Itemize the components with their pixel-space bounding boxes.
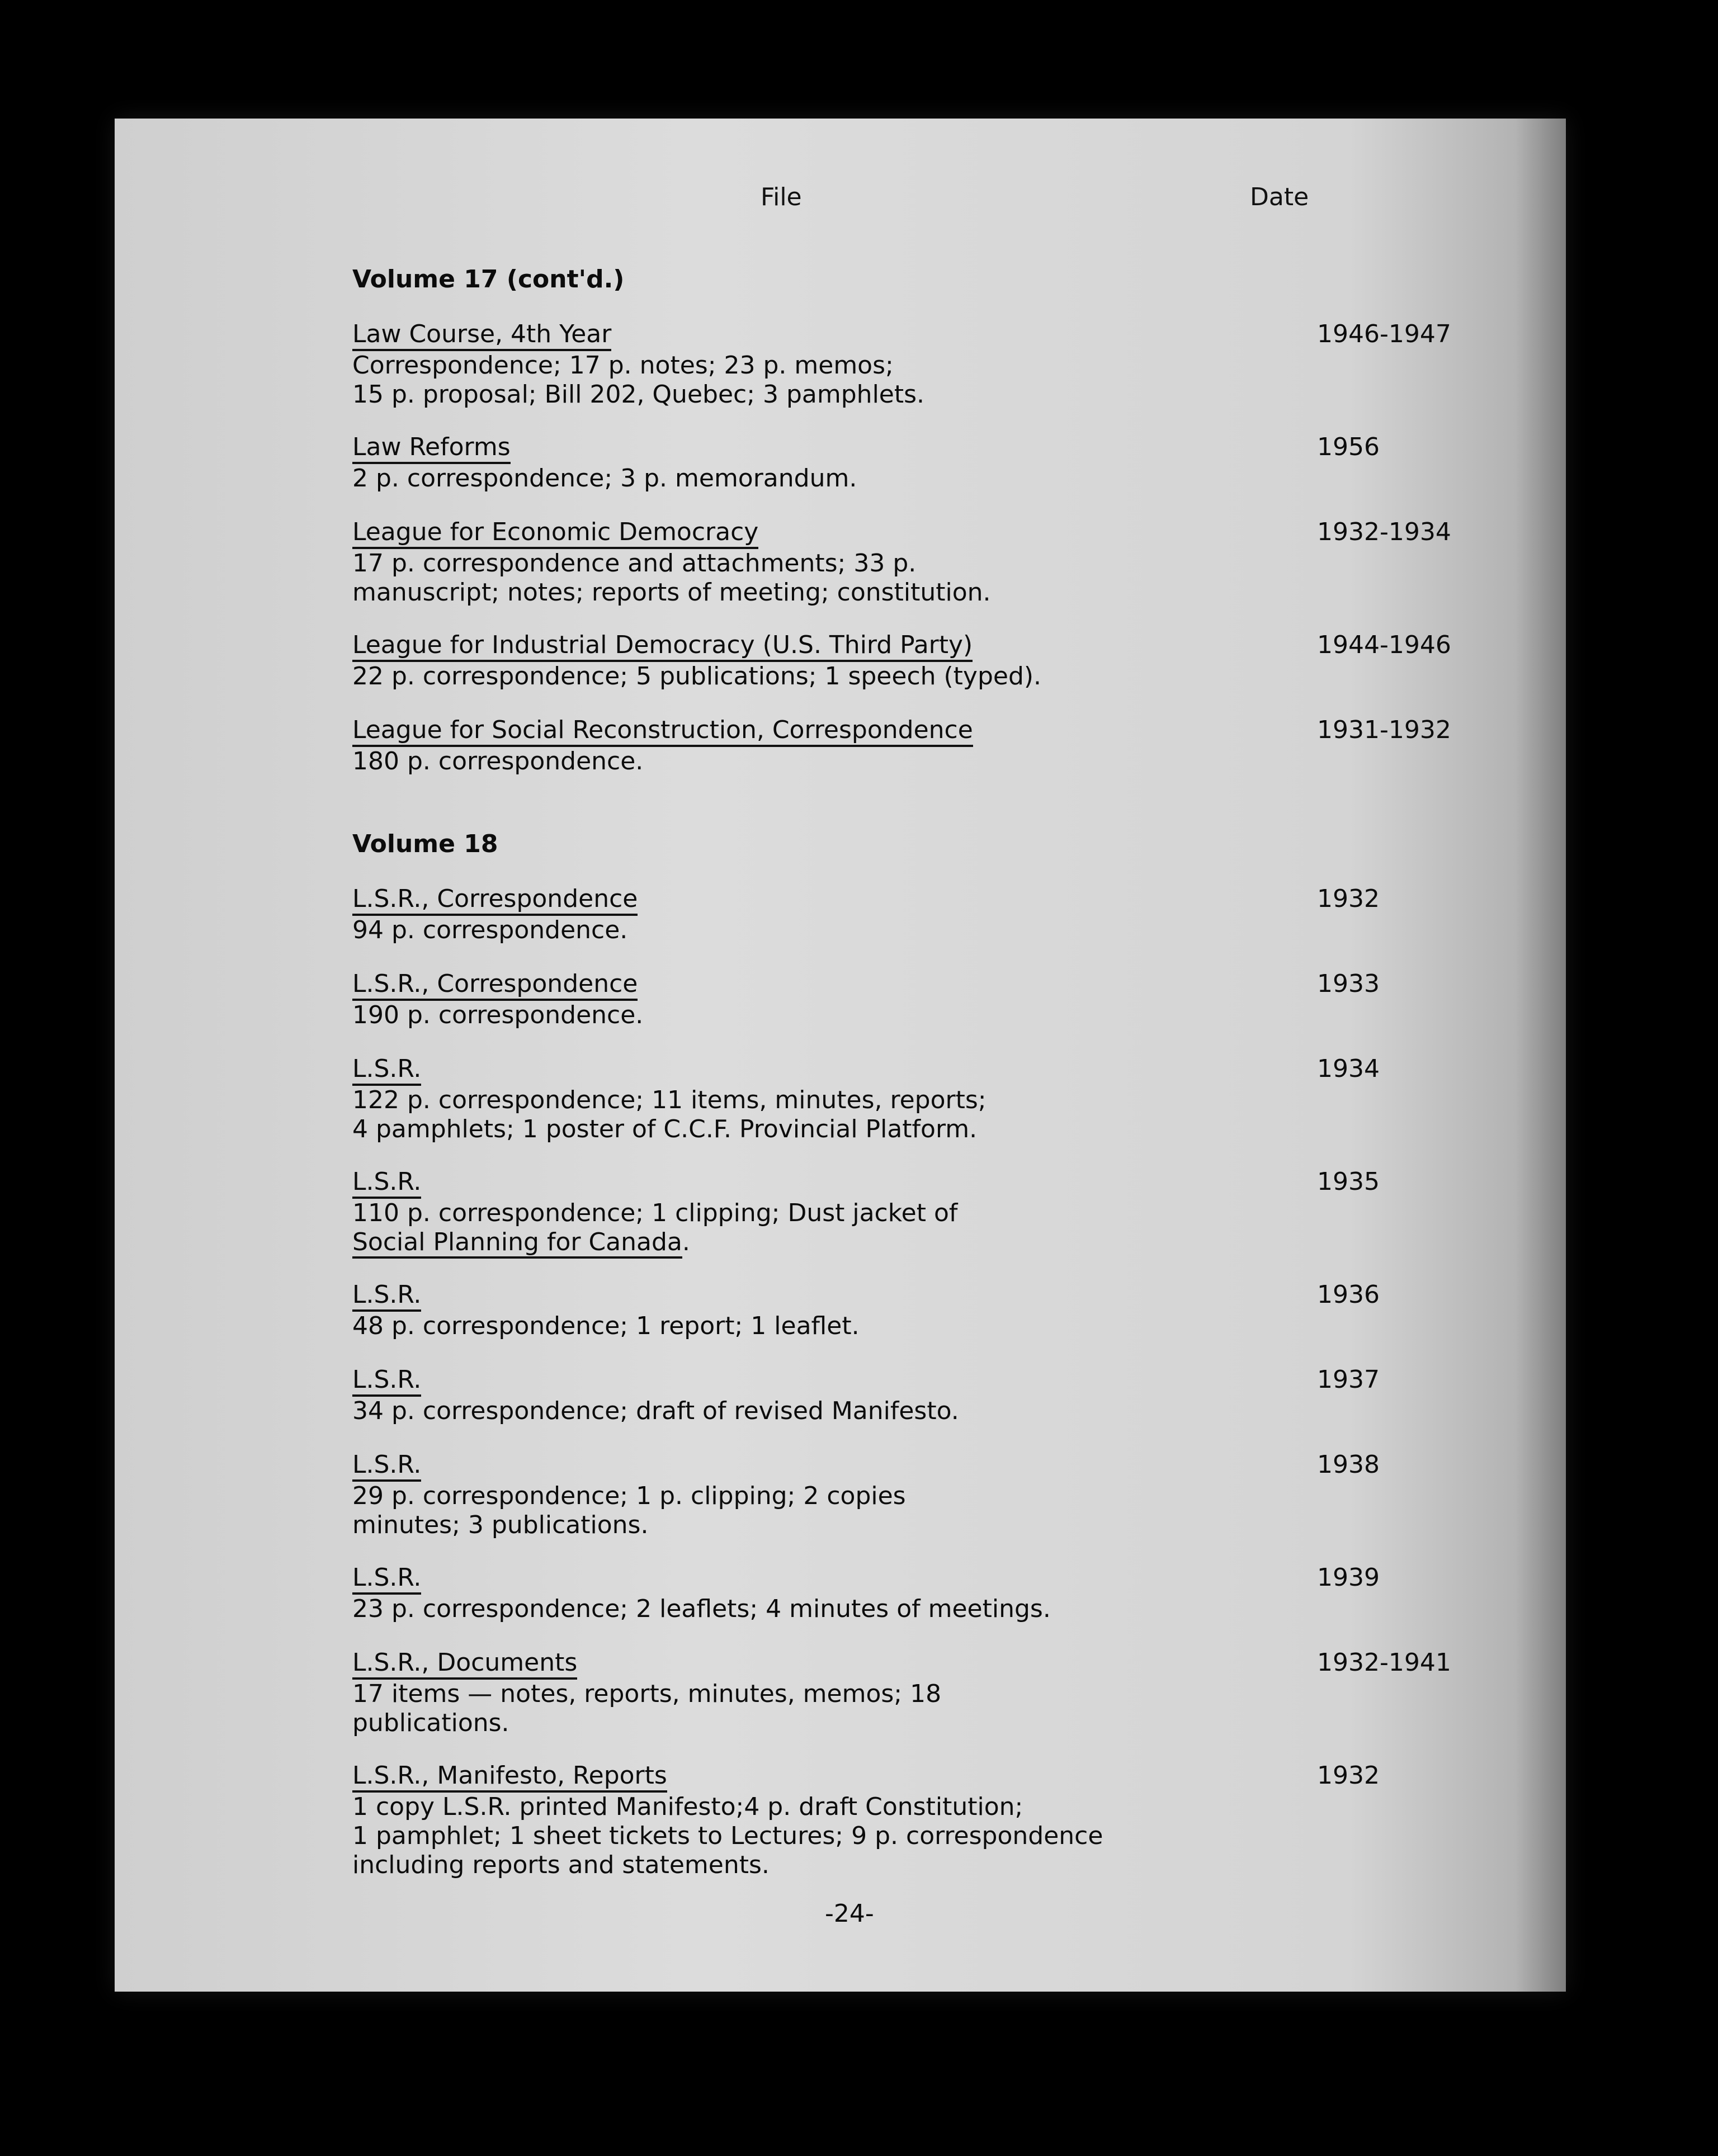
entry-lsr-1939 — [352, 1563, 1527, 1624]
entry-description: 23 p. correspondence; 2 leaflets; 4 minutes of meetings. — [352, 1595, 1051, 1623]
entry-date: 1931-1932 — [1317, 716, 1451, 744]
entry-lsr-manifesto-reports — [352, 1761, 1527, 1880]
entry-title: L.S.R. — [352, 1167, 421, 1199]
entry-date: 1956 — [1317, 433, 1380, 461]
entry-lsr-1935 — [352, 1167, 1527, 1257]
entry-description: 48 p. correspondence; 1 report; 1 leaflet. — [352, 1312, 860, 1340]
entry-description: 17 items — notes, reports, minutes, memos; 18 publications. — [352, 1680, 942, 1737]
entry-title: League for Economic Democracy — [352, 518, 758, 549]
entry-description: 34 p. correspondence; draft of revised Manifesto. — [352, 1397, 959, 1425]
entry-description: 94 p. correspondence. — [352, 916, 628, 944]
entry-description — [352, 1199, 1247, 1257]
entry-title: L.S.R. — [352, 1450, 421, 1482]
entry-description-text: 110 p. correspondence; 1 clipping; Dust jacket of — [352, 1199, 958, 1227]
entry-title: L.S.R., Correspondence — [352, 885, 638, 916]
entry-description: 22 p. correspondence; 5 publications; 1 speech (typed). — [352, 662, 1042, 691]
entry-lsr-1936 — [352, 1280, 1527, 1341]
entry-date: 1934 — [1317, 1055, 1380, 1083]
volume-17-heading: Volume 17 (cont'd.) — [352, 265, 625, 294]
entry-description: 180 p. correspondence. — [352, 747, 644, 776]
entry-date: 1946-1947 — [1317, 320, 1451, 348]
column-header-file: File — [761, 183, 802, 211]
column-header-date: Date — [1250, 183, 1309, 211]
entry-title: Law Reforms — [352, 433, 511, 464]
entry-title: League for Industrial Democracy (U.S. Third Party) — [352, 631, 973, 662]
entry-title: L.S.R. — [352, 1055, 421, 1086]
entry-description: Correspondence; 17 p. notes; 23 p. memos; 15 p. proposal; Bill 202, Quebec; 3 pamphlets. — [352, 351, 925, 409]
entry-law-reforms — [352, 433, 1527, 493]
entry-description: 2 p. correspondence; 3 p. memorandum. — [352, 464, 857, 493]
entry-lsr-1938 — [352, 1450, 1527, 1540]
entry-title: L.S.R. — [352, 1365, 421, 1397]
entry-lsr-1934 — [352, 1055, 1527, 1144]
entry-title: L.S.R., Manifesto, Reports — [352, 1761, 667, 1793]
entry-title: L.S.R., Documents — [352, 1648, 577, 1680]
entry-lsr-correspondence-1933 — [352, 970, 1527, 1030]
entry-date: 1932-1941 — [1317, 1648, 1451, 1677]
entry-date: 1944-1946 — [1317, 631, 1451, 659]
entry-date: 1932 — [1317, 1761, 1380, 1790]
volume-18-heading: Volume 18 — [352, 830, 498, 858]
entry-title: Law Course, 4th Year — [352, 320, 611, 351]
entry-league-social-reconstruction — [352, 716, 1527, 776]
entry-law-course — [352, 320, 1527, 409]
entry-description: 190 p. correspondence. — [352, 1001, 644, 1029]
entry-date: 1936 — [1317, 1280, 1380, 1309]
entry-date: 1939 — [1317, 1563, 1380, 1592]
entry-description: 29 p. correspondence; 1 p. clipping; 2 copies minutes; 3 publications. — [352, 1482, 906, 1539]
entry-lsr-1937 — [352, 1365, 1527, 1426]
page-number: -24- — [825, 1899, 874, 1928]
entry-title: L.S.R. — [352, 1563, 421, 1595]
entry-lsr-documents — [352, 1648, 1527, 1738]
entry-date: 1932-1934 — [1317, 518, 1451, 546]
entry-date: 1937 — [1317, 1365, 1380, 1394]
entry-date: 1932 — [1317, 885, 1380, 913]
book-title: Social Planning for Canada — [352, 1228, 682, 1259]
entry-lsr-correspondence-1932 — [352, 885, 1527, 945]
entry-description: 122 p. correspondence; 11 items, minutes, reports; 4 pamphlets; 1 poster of C.C.F. Provincial Platform. — [352, 1086, 987, 1143]
entry-league-industrial-democracy — [352, 631, 1527, 691]
entry-description: 1 copy L.S.R. printed Manifesto;4 p. draft Constitution; 1 pamphlet; 1 sheet tickets to Lectures; 9 p. correspondence including reports and statements. — [352, 1793, 1103, 1879]
entry-date: 1935 — [1317, 1167, 1380, 1196]
entry-title: League for Social Reconstruction, Correspondence — [352, 716, 973, 747]
entry-description: 17 p. correspondence and attachments; 33 p. manuscript; notes; reports of meeting; constitution. — [352, 549, 991, 607]
entry-league-economic-democracy — [352, 518, 1527, 607]
entry-date: 1938 — [1317, 1450, 1380, 1479]
document-page — [115, 119, 1566, 1992]
entry-description-end: . — [682, 1228, 690, 1256]
entry-title: L.S.R., Correspondence — [352, 970, 638, 1001]
entry-date: 1933 — [1317, 970, 1380, 998]
entry-title: L.S.R. — [352, 1280, 421, 1312]
